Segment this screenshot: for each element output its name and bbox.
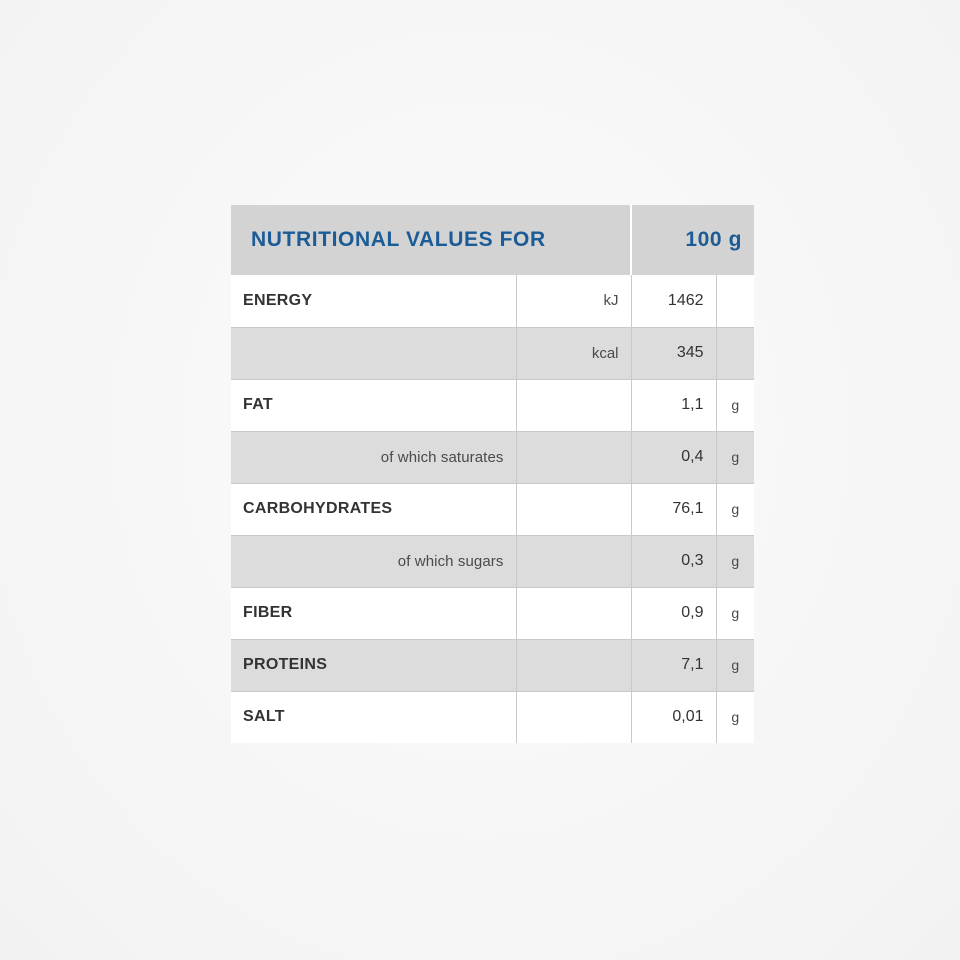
table-body [231, 275, 754, 743]
nutrient-value: 345 [631, 327, 716, 379]
nutrient-name: CARBOHYDRATES [231, 483, 516, 535]
nutrition-table [231, 205, 754, 743]
nutrient-unit-right: g [716, 587, 754, 639]
nutrient-value: 1,1 [631, 379, 716, 431]
table-header [231, 205, 754, 275]
table-row [231, 431, 754, 483]
nutrient-value: 1462 [631, 275, 716, 327]
nutrient-unit-right [716, 275, 754, 327]
nutrient-name: ENERGY [231, 275, 516, 327]
nutrient-unit-left [516, 587, 631, 639]
nutrient-name [231, 327, 516, 379]
nutrient-unit-right: g [716, 639, 754, 691]
nutrient-unit-right: g [716, 483, 754, 535]
nutrient-name: of which sugars [231, 535, 516, 587]
table-row [231, 691, 754, 743]
nutrient-unit-left [516, 431, 631, 483]
nutrient-unit-left [516, 379, 631, 431]
nutrient-name: FAT [231, 379, 516, 431]
nutrient-value: 0,01 [631, 691, 716, 743]
nutrient-unit-left [516, 535, 631, 587]
nutrient-value: 0,3 [631, 535, 716, 587]
table-title: NUTRITIONAL VALUES FOR [231, 205, 631, 275]
nutrient-unit-right: g [716, 431, 754, 483]
nutrient-unit-left [516, 483, 631, 535]
table-row [231, 639, 754, 691]
nutrient-value: 0,9 [631, 587, 716, 639]
nutrient-value: 7,1 [631, 639, 716, 691]
nutrient-unit-right: g [716, 535, 754, 587]
nutrient-unit-right: g [716, 691, 754, 743]
table-row [231, 535, 754, 587]
nutrient-unit-left: kcal [516, 327, 631, 379]
table-row [231, 587, 754, 639]
nutrient-name: of which saturates [231, 431, 516, 483]
table-header-row [231, 205, 754, 275]
nutrient-name: FIBER [231, 587, 516, 639]
nutrient-name: SALT [231, 691, 516, 743]
nutrient-unit-left: kJ [516, 275, 631, 327]
serving-size: 100 g [631, 205, 754, 275]
nutrient-unit-right: g [716, 379, 754, 431]
nutrient-name: PROTEINS [231, 639, 516, 691]
nutrient-unit-left [516, 691, 631, 743]
nutrient-unit-left [516, 639, 631, 691]
table-row [231, 275, 754, 327]
table-row [231, 379, 754, 431]
nutrient-value: 76,1 [631, 483, 716, 535]
table-row [231, 483, 754, 535]
nutrient-unit-right [716, 327, 754, 379]
nutrition-panel [231, 205, 754, 743]
table-row [231, 327, 754, 379]
nutrient-value: 0,4 [631, 431, 716, 483]
